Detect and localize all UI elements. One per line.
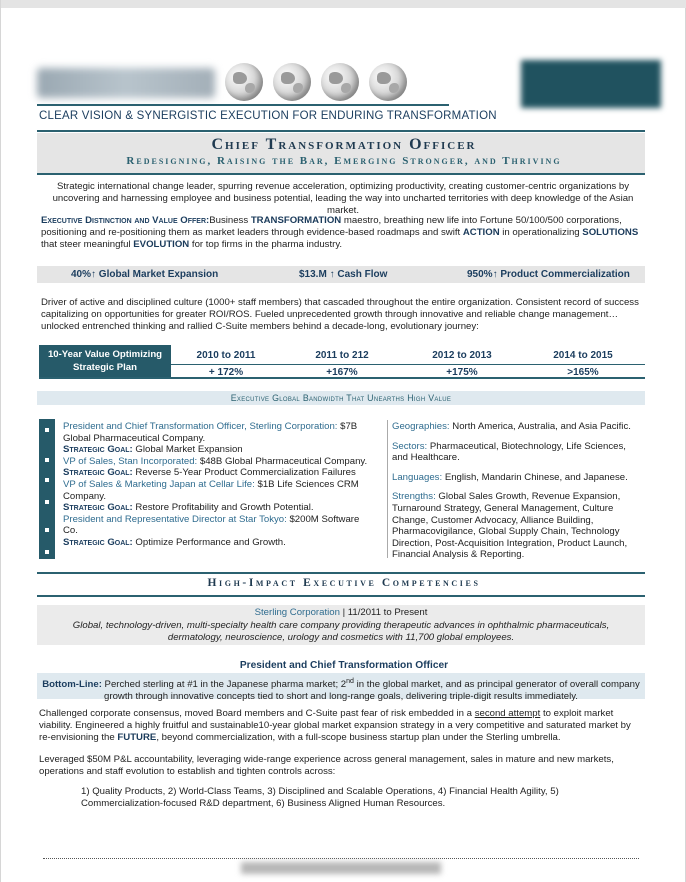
plan-period: 2012 to 2013	[432, 350, 492, 361]
plan-period: 2010 to 2011	[196, 350, 256, 361]
bullet-icon	[45, 458, 49, 462]
plan-label: 10-Year Value Optimizing Strategic Plan	[39, 345, 171, 377]
company-line	[37, 607, 645, 618]
fact-geographies	[392, 421, 642, 433]
value-offer-text: in operationalizing	[499, 227, 583, 238]
role-desc: $1B Life Sciences CRM Company.	[63, 478, 359, 502]
title-top-rule	[37, 130, 645, 132]
fact-strengths	[392, 491, 642, 561]
plan-period: 2011 to 212	[315, 350, 369, 361]
role-title: President and Chief Transformation Officer, Sterling Corporation:	[63, 421, 338, 432]
column-divider	[387, 420, 388, 558]
keyword: EVOLUTION	[133, 239, 190, 250]
role-desc: $7B Global Pharmaceutical Company.	[63, 421, 358, 444]
value-offer-text: Business	[209, 215, 251, 226]
metric-commercialization: 950%↑ Product Commercialization	[467, 269, 630, 280]
achievement-text: , beyond commercialization, with a full-scope business startup plan under the Sterling umbrella.	[156, 732, 561, 743]
keyword: SOLUTIONS	[582, 227, 639, 238]
competencies-title: High-Impact Executive Competencies	[207, 577, 481, 589]
superscript: nd	[346, 678, 354, 685]
value-offer-paragraph	[41, 215, 645, 251]
fact-sectors	[392, 441, 642, 464]
goal-text: Optimize Performance and Growth.	[132, 536, 286, 548]
summary-text: Strategic international change leader, spurring revenue acceleration, optimizing productivity, creating customer-centric organizations by uncovering and harnessing employee and business potential, leading the way into uncharted territories with deep knowledge of the Asian market.	[52, 181, 634, 216]
goal-text: Global Market Expansion	[132, 444, 243, 456]
pl-paragraph: Leveraged $50M P&L accountability, leveraging wide-range experience across general management, sales in mature and new markets, operations and staff evolution to establish and tighten controls across:	[39, 754, 614, 777]
footer-dotted-rule	[43, 858, 639, 859]
roles-list	[63, 421, 373, 549]
metric-market-expansion: 40%↑ Global Market Expansion	[71, 269, 219, 280]
bandwidth-title: Executive Global Bandwidth That Unearths High Value	[230, 393, 452, 403]
role-item	[63, 421, 373, 456]
value-offer-text: for top firms in the pharma industry.	[189, 239, 343, 250]
plan-header-rule	[171, 364, 645, 365]
fact-text: North America, Australia, and Asia Pacific.	[449, 421, 631, 432]
achievement-paragraph	[39, 708, 645, 744]
company-name: Sterling Corporation	[254, 607, 340, 618]
goal-label: Strategic Goal:	[63, 502, 133, 514]
profile-facts	[392, 421, 642, 569]
globe-icon	[321, 63, 359, 101]
competencies-rule-top	[37, 572, 645, 574]
bullet-icon	[45, 528, 49, 532]
goal-label: Strategic Goal:	[63, 467, 133, 479]
role-heading: President and Chief Transformation Officer	[239, 660, 449, 671]
company-dates: | 11/2011 to Present	[339, 607, 428, 618]
value-offer-text: maestro, breathing new life into Fortune 50/100/500 corporations, positioning and re-positioning them as market leaders through evidence-based roadmaps and swift	[41, 215, 622, 238]
plan-value: +167%	[326, 367, 358, 378]
page-subtitle: Redesigning, Raising the Bar, Emerging Stronger, and Thriving	[126, 155, 562, 167]
fact-label: Strengths:	[392, 491, 436, 503]
top-bar	[1, 0, 686, 8]
goal-text: Reverse 5-Year Product Commercialization Failures	[132, 467, 356, 479]
keyword: FUTURE	[117, 732, 157, 743]
blurred-name	[37, 68, 215, 98]
plan-value: >165%	[567, 367, 599, 378]
goal-label: Strategic Goal:	[63, 444, 133, 456]
role-item	[63, 514, 373, 549]
culture-paragraph: Driver of active and disciplined culture (1000+ staff members) that cascaded throughout the entire organization. Consistent record of success capitalizing on opportunities for greater ROI/ROS. Fueled unprecedented growth through innovative and reliable change management…unlocked entrenched thinking and rallied C-Suite members behind a decade-long, evolutionary journey:	[41, 297, 639, 332]
tagline-rule	[37, 104, 449, 106]
role-title: President and Representative Director at Star Tokyo:	[63, 513, 287, 525]
achievement-text: to exploit market viability. Engineered a highly fruitful and sustainable10-year global market expansion strategy in a very competitive and saturated market by re-envisioning the	[39, 708, 631, 743]
bullet-icon	[45, 478, 49, 482]
globe-icon	[369, 63, 407, 101]
fact-label: Sectors:	[392, 440, 428, 452]
company-description: Global, technology-driven, multi-specialty health care company providing therapeutic advances in ophthalmic pharmaceuticals, dermatology, neuroscience, urology and cosmetics with 11,700 global employees.	[72, 620, 610, 643]
page-title: Chief Transformation Officer	[211, 136, 477, 153]
role-desc: $200M Software Co.	[63, 513, 360, 537]
bullet-icon	[45, 550, 49, 554]
goal-label: Strategic Goal:	[63, 536, 133, 548]
tagline: CLEAR VISION & SYNERGISTIC EXECUTION FOR ENDURING TRANSFORMATION	[39, 110, 497, 122]
underlined-text: second attempt	[474, 708, 541, 719]
plan-period: 2014 to 2015	[553, 350, 613, 361]
fact-text: English, Mandarin Chinese, and Japanese.	[442, 471, 628, 483]
metric-cash-flow: $13.M ↑ Cash Flow	[299, 269, 388, 280]
value-offer-text: that steer meaningful	[41, 239, 134, 250]
fact-label: Languages:	[392, 471, 443, 483]
fact-label: Geographies:	[392, 421, 450, 432]
bottom-line-part: in the global market, and as principal generator of overall company growth through innovative concepts tied to short and long-range goals, delivering triple-digit results immediately.	[104, 679, 640, 703]
blurred-footer	[241, 862, 441, 874]
bottom-line-part: Perched sterling at #1 in the Japanese pharma market; 2	[101, 679, 347, 691]
role-title: VP of Sales & Marketing Japan at Cellar Life:	[63, 478, 255, 490]
keyword: ACTION	[462, 227, 500, 238]
globe-icon	[225, 63, 263, 101]
blurred-contact-box	[521, 60, 661, 108]
fact-languages	[392, 472, 642, 484]
role-item	[63, 479, 373, 514]
bottom-line-text	[41, 676, 641, 703]
controls-list: 1) Quality Products, 2) World-Class Teams, 3) Disciplined and Scalable Operations, 4) Financial Health Agility, 5) Commercialization-focused R&D department, 6) Business Aligned Human Resources.	[81, 786, 559, 809]
competencies-rule-bottom	[37, 595, 645, 597]
role-item	[63, 456, 373, 479]
bullet-icon	[45, 428, 49, 432]
plan-value: +175%	[446, 367, 478, 378]
role-desc: $48B Global Pharmaceutical Company.	[197, 455, 368, 467]
achievement-text: Challenged corporate consensus, moved Board members and C-Suite past fear of risk embedded in a	[39, 708, 475, 719]
role-title: VP of Sales, Stan Incorporated:	[63, 455, 198, 467]
value-offer-label: Executive Distinction and Value Offer:	[41, 215, 210, 226]
plan-value: + 172%	[208, 367, 244, 378]
bottom-line-label: Bottom-Line:	[42, 679, 102, 691]
keyword: TRANSFORMATION	[250, 215, 342, 226]
goal-text: Restore Profitability and Growth Potential.	[132, 502, 314, 514]
summary-paragraph	[41, 181, 645, 217]
bullet-icon	[45, 500, 49, 504]
fact-text: Global Sales Growth, Revenue Expansion, Turnaround Strategy, General Management, Culture Change, Customer Advocacy, Alliance Building, Pharmacovigilance, Global Supply Chain, Technology Direction, Post-Acquisition Integration, Product Launch, Financial Analysis & Reporting.	[392, 491, 628, 561]
globe-icon	[273, 63, 311, 101]
bullet-strip	[39, 419, 55, 559]
fact-text: Pharmaceutical, Biotechnology, Life Sciences, and Healthcare.	[392, 440, 626, 464]
